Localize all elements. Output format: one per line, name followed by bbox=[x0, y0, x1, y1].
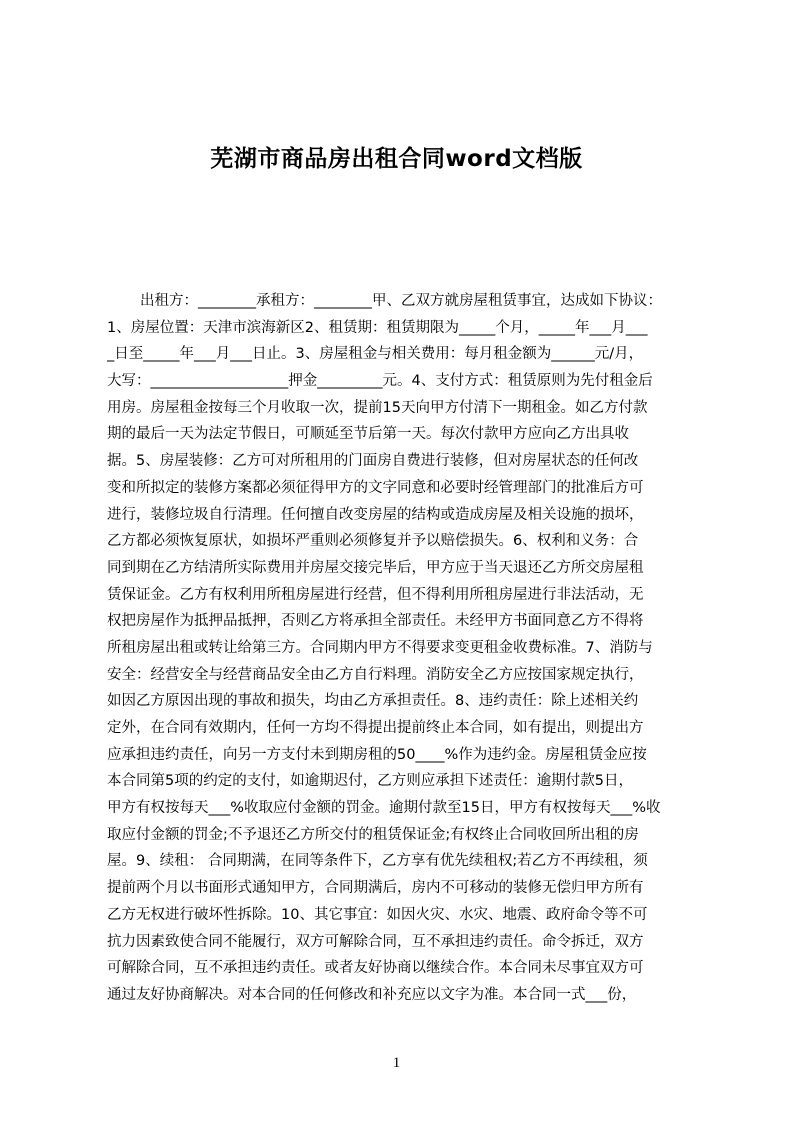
body-line: 权把房屋作为抵押品抵押，否则乙方将承担全部责任。未经甲方书面同意乙方不得将 bbox=[107, 613, 644, 630]
body-line: 用房。房屋租金按每三个月收取一次，提前15天向甲方付清下一期租金。如乙方付款 bbox=[107, 399, 648, 416]
page-number: 1 bbox=[392, 1055, 401, 1071]
body-line: 据。5、房屋装修：乙方可对所租用的门面房自费进行装修，但对房屋状态的任何改 bbox=[107, 453, 639, 470]
body-line: 通过友好协商解决。对本合同的任何修改和补充应以文字为准。本合同一式___份， bbox=[107, 986, 637, 1003]
body-line: 应承担违约责任，向另一方支付未到期房租的50____%作为违约金。房屋租赁金应按 bbox=[107, 746, 647, 763]
body-line: 乙方都必须恢复原状，如损坏严重则必须修复并予以赔偿损失。6、权利和义务：合 bbox=[107, 533, 639, 550]
body-line: 如因乙方原因出现的事故和损失，均由乙方承担责任。8、违约责任：除上述相关约 bbox=[107, 693, 639, 710]
body-line: 本合同第5项的约定的支付，如逾期迟付，乙方则应承担下述责任：逾期付款5日， bbox=[107, 773, 633, 790]
body-line: 大写：___________________押金_________元。4、支付方式：租赁原则为先付租金后 bbox=[107, 373, 653, 390]
body-line: 定外，在合同有效期内，任何一方均不得提出提前终止本合同，如有提出，则提出方 bbox=[107, 720, 644, 736]
body-line: 所租房屋出租或转让给第三方。合同期内甲方不得要求变更租金收费标准。7、消防与 bbox=[107, 639, 653, 656]
body-line: 提前两个月以书面形式通知甲方，合同期满后，房内不可移动的装修无偿归甲方所有 bbox=[107, 880, 644, 897]
body-line: 变和所拟定的装修方案都必须征得甲方的文字同意和必要时经管理部门的批准后方可 bbox=[107, 479, 644, 496]
body-line: 抗力因素致使合同不能履行，双方可解除合同，互不承担违约责任。命令拆迁，双方 bbox=[107, 933, 644, 950]
body-line: 取应付金额的罚金;不予退还乙方所交付的租赁保证金;有权终止合同收回所出租的房 bbox=[107, 826, 639, 843]
body-line: 同到期在乙方结清所实际费用并房屋交接完毕后，甲方应于当天退还乙方所交房屋租 bbox=[107, 559, 644, 576]
body-line: 赁保证金。乙方有权利用所租房屋进行经营，但不得利用所租房屋进行非法活动，无 bbox=[107, 586, 644, 603]
document-title: 芜湖市商品房出租合同word文档版 bbox=[210, 146, 583, 172]
body-line: 乙方无权进行破坏性拆除。10、其它事宜：如因火灾、水灾、地震、政府命令等不可 bbox=[107, 906, 648, 923]
body-line: 可解除合同，互不承担违约责任。或者友好协商以继续合作。本合同未尽事宜双方可 bbox=[107, 960, 644, 977]
body-line: 甲方有权按每天___%收取应付金额的罚金。逾期付款至15日，甲方有权按每天___%收 bbox=[107, 800, 661, 817]
body-line: 安全：经营安全与经营商品安全由乙方自行料理。消防安全乙方应按国家规定执行， bbox=[107, 666, 644, 683]
body-line: _日至_____年___月___日止。3、房屋租金与相关费用：每月租金额为______元/月， bbox=[107, 346, 644, 363]
body-line: 期的最后一天为法定节假日，可顺延至节后第一天。每次付款甲方应向乙方出具收 bbox=[107, 426, 629, 443]
body-line: 屋。9、续租： 合同期满，在同等条件下，乙方享有优先续租权;若乙方不再续租，须 bbox=[107, 853, 648, 870]
body-line: 出租方：________承租方：________甲、乙双方就房屋租赁事宜，达成如下协议： bbox=[140, 293, 662, 309]
body-line: 1、房屋位置：天津市滨海新区2、租赁期：租赁期限为_____个月，_____年___月___ bbox=[107, 319, 648, 336]
contract-body bbox=[107, 288, 697, 1009]
body-line: 进行，装修垃圾自行清理。任何擅自改变房屋的结构或造成房屋及相关设施的损坏， bbox=[107, 506, 644, 523]
